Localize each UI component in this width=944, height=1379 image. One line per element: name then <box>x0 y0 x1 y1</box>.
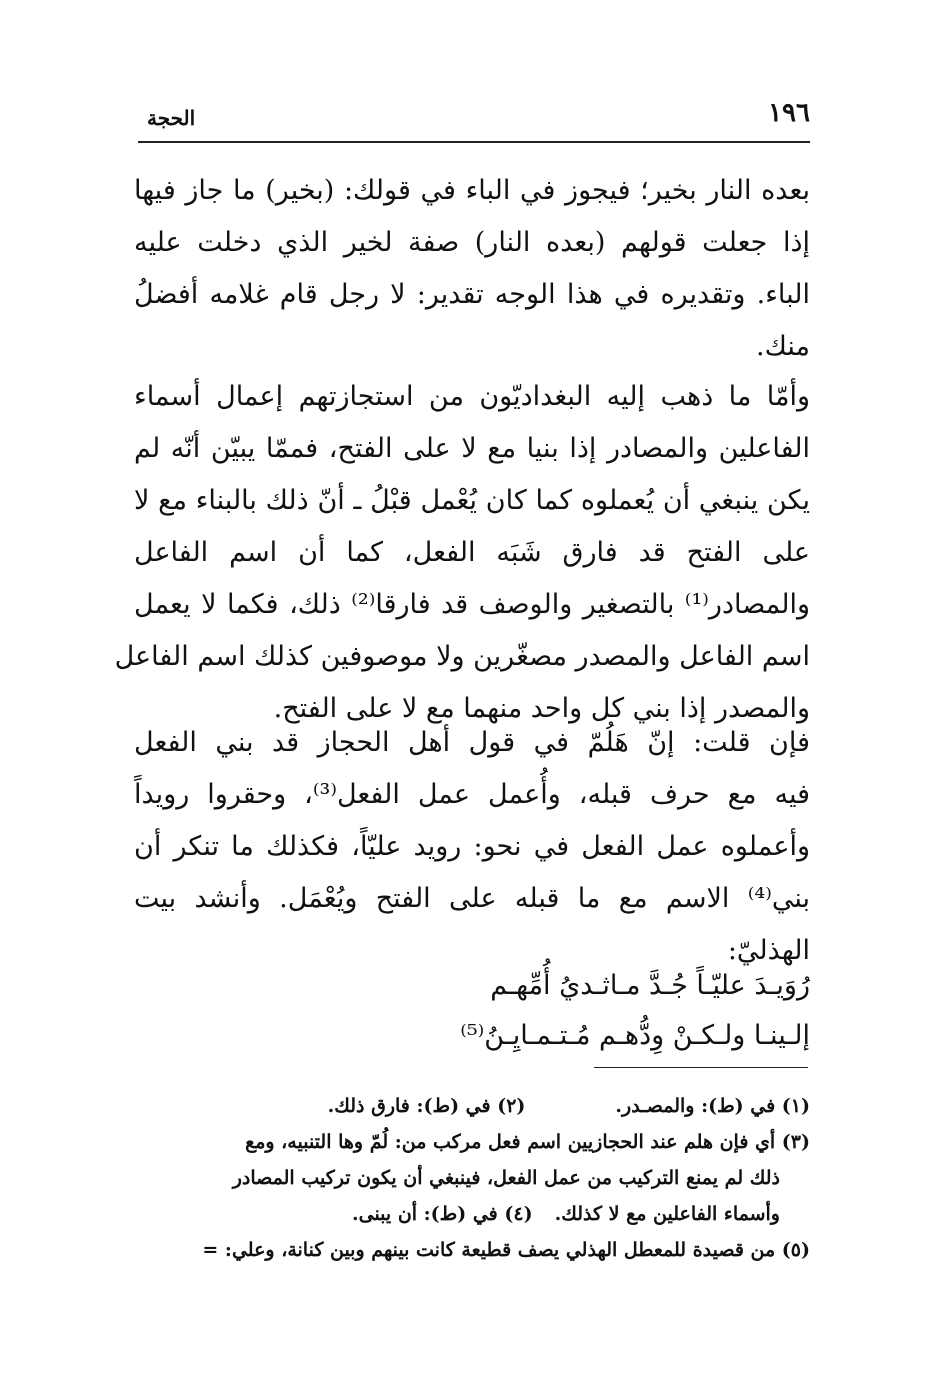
text-line: اسم الفاعل والمصدر مصغّرين ولا موصوفين كذلك اسم الفاعل <box>114 641 810 672</box>
footnote-row <box>130 1196 810 1232</box>
paragraph-3 <box>134 717 810 977</box>
footnote-row <box>130 1088 810 1124</box>
footnote-2: (٢) في (ط): فارق ذلك. <box>327 1095 526 1117</box>
verse-line-1: رُوَيـدَ عليّـاً جُـدَّ مـاثـديُ أُمِّهـم <box>490 970 810 1001</box>
text-line: فيه مع حرف قبله، وأُعمل عمل الفعل⁽³⁾، وحقروا رويداً <box>134 779 810 810</box>
text-line: يكن ينبغي أن يُعملوه كما كان يُعْمل قبْلُ ـ أنّ ذلك بالبناء مع لا <box>134 485 810 516</box>
text-line: إذا جعلت قولهم (بعده النار) صفة لخير الذي دخلت عليه <box>134 227 810 258</box>
verse-line-2: إلـينـا ولـكـنْ وِدُّهـم مُـتـمـايِـنُ⁽⁵⁾ <box>460 1020 810 1051</box>
paragraph-2 <box>114 371 810 735</box>
text-line: بعده النار بخير؛ فيجوز في الباء في قولك: (بخير) ما جاز فيها <box>134 175 810 206</box>
footnotes <box>130 1088 810 1268</box>
text-line: وأمّا ما ذهب إليه البغداديّون من استجازتهم إعمال أسماء <box>134 381 810 412</box>
header-rule <box>138 141 810 143</box>
footnote-3-line: ذلك لم يمنع التركيب من عمل الفعل، فينبغي أن يكون تركيب المصادر <box>232 1167 780 1189</box>
page-number: ١٩٦ <box>768 98 810 128</box>
text-line: على الفتح قد فارق شَبَه الفعل، كما أن اسم الفاعل <box>134 537 810 568</box>
footnote-1: (١) في (ط): والمصـدر. <box>615 1095 810 1117</box>
running-title: الحجة <box>147 106 196 130</box>
footnote-5: (٥) من قصيدة للمعطل الهذلي يصف قطيعة كانت بينهم وبين كنانة، وعلي: = <box>202 1239 810 1261</box>
text-line: والمصدر إذا بني كل واحد منهما مع لا على الفتح. <box>273 693 810 724</box>
footnote-4: (٤) في (ط): أن يبنى. <box>352 1203 533 1225</box>
text-line: الباء. وتقديره في هذا الوجه تقدير: لا رجل قام غلامه أفضلُ <box>134 279 810 310</box>
text-line: الفاعلين والمصادر إذا بنيا مع لا على الفتح، فممّا يبيّن أنّه لم <box>134 433 810 464</box>
text-line: وأعملوه عمل الفعل في نحو: رويد عليّاً، فكذلك ما تنكر أن <box>134 831 810 862</box>
text-line: فإن قلت: إنّ هَلُمّ في قول أهل الحجاز قد بني الفعل <box>134 727 810 758</box>
text-line: والمصادر⁽¹⁾ بالتصغير والوصف قد فارقا⁽²⁾ ذلك، فكما لا يعمل <box>134 589 810 620</box>
text-line: بني⁽⁴⁾ الاسم مع ما قبله على الفتح ويُعْمَل. وأنشد بيت <box>134 883 810 914</box>
footnote-3-end: وأسماء الفاعلين مع لا كذلك. <box>554 1203 780 1225</box>
footnote-3-line: (٣) أي فإن هلم عند الحجازيين اسم فعل مركب من: لُمّ وها التنبيه، ومع <box>245 1131 810 1153</box>
text-line: الهذليّ: <box>727 935 810 966</box>
paragraph-1 <box>134 165 810 373</box>
text-line: منك. <box>756 331 810 362</box>
footnote-rule <box>594 1067 808 1068</box>
